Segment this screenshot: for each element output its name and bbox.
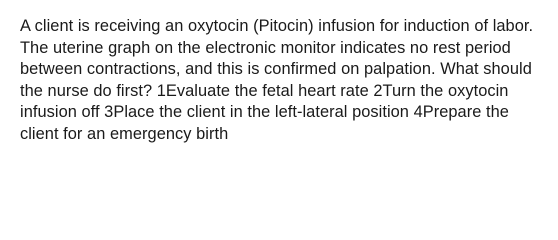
question-text: A client is receiving an oxytocin (Pitocin) infusion for induction of labor. The uterine graph on the electronic monitor indicates no rest period between contractions, and this is confirmed on palpation. What should the nurse do first? 1Evaluate the fetal heart rate 2Turn the oxytocin infusion off 3Place the client in the left-lateral position 4Prepare the client for an emergency birth [20, 17, 534, 143]
